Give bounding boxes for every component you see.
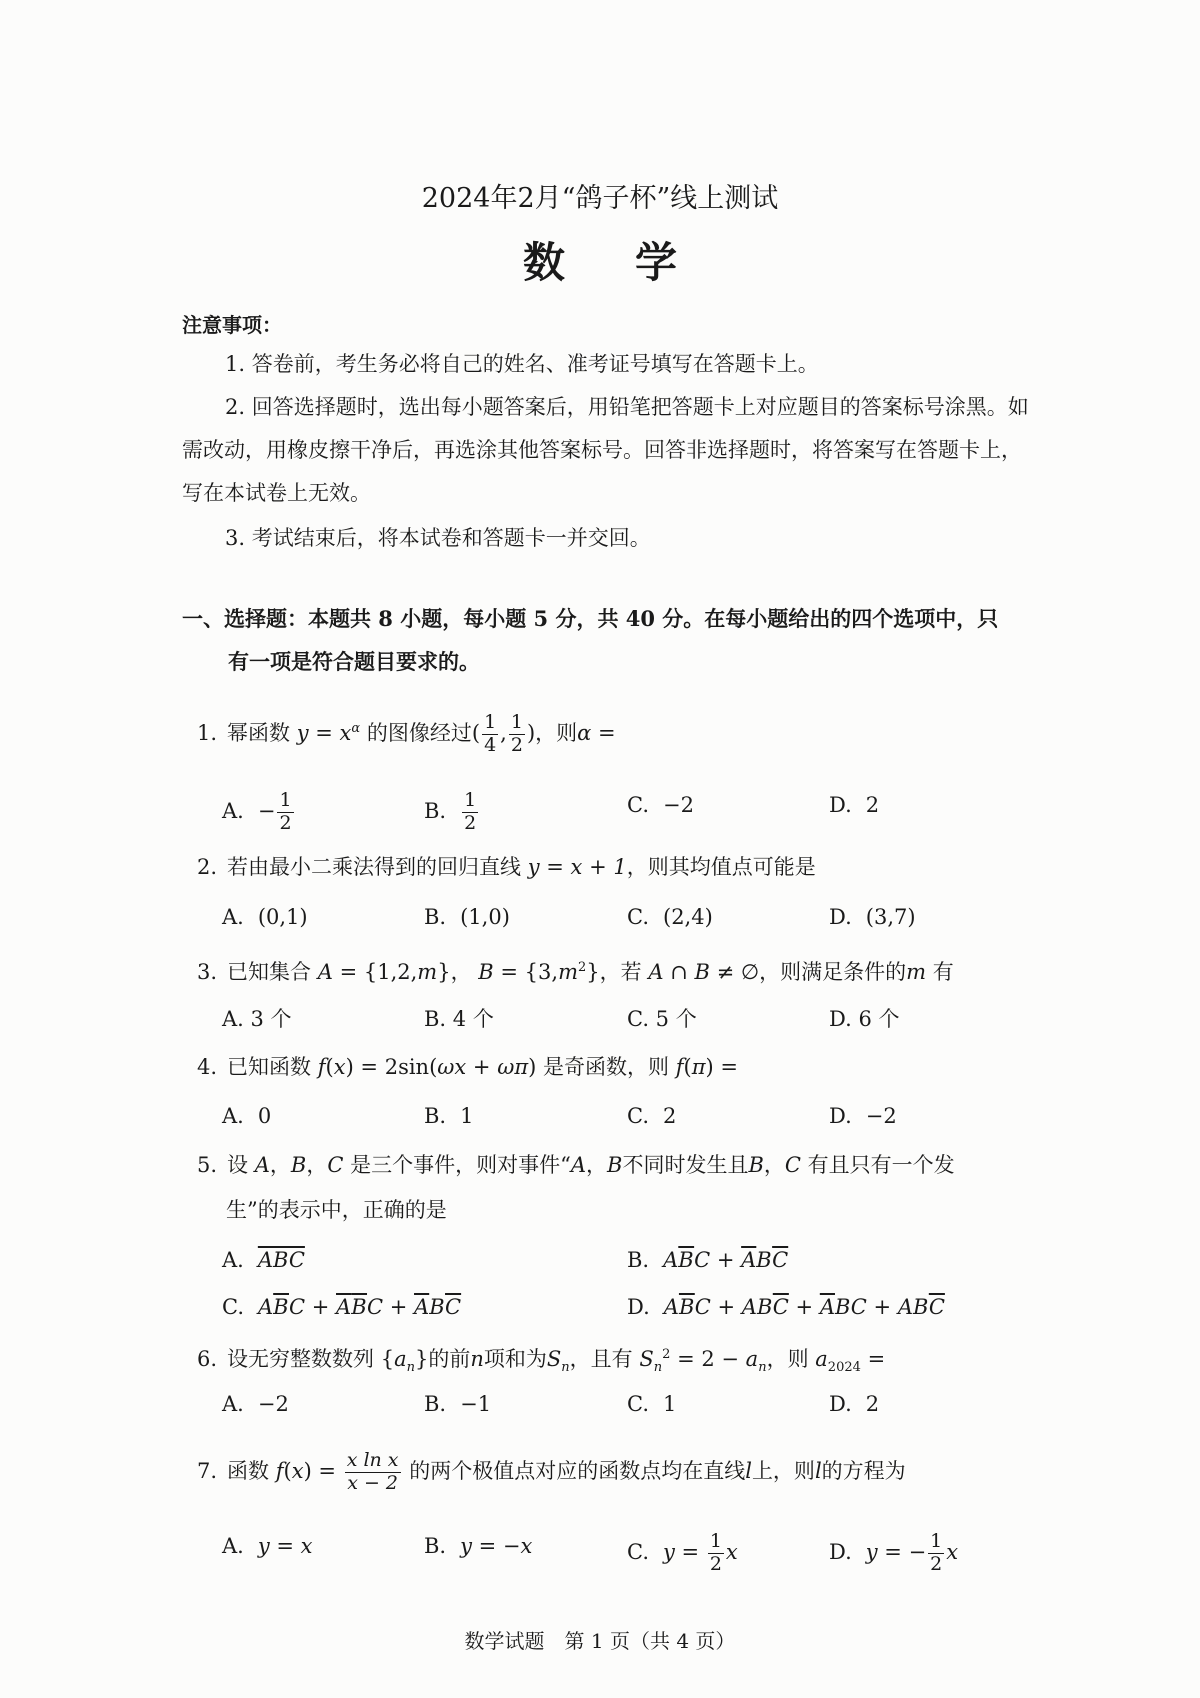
formula: $S_n^2 = 2 - a_n$ [639,1347,767,1376]
formula: f(π) = [675,1055,738,1079]
q7-option-d: D. y = − $\frac{1}{2}$ x [829,1530,959,1575]
section-1-heading-line-2: 有一项是符合题目要求的。 [228,649,480,674]
subject-title: 数学 [522,238,747,287]
formula: $B = \{3,m^2\}$ [478,960,600,984]
q1-option-d: D. 2 [829,793,880,817]
formula: $y = x^\alpha$ [296,720,361,745]
q5-option-d: D. $A\overline{B}C + AB\overline{C} + \overline{A}BC + AB\overline{C}$ [627,1295,945,1319]
q4-option-c: C. 2 [627,1104,677,1128]
q1-option-b: B. $\frac{1}{2}$ [424,789,477,834]
q1-option-c: C. −2 [627,793,694,817]
q5-option-b: B. $A\overline{B}C + \overline{A}B\overline{C}$ [627,1248,789,1272]
q2-option-a: A. (0,1) [222,905,308,929]
q7-option-b: B. y = −x [424,1534,533,1558]
question-4: 4. 已知函数 f(x) = 2sin(ωx + ωπ) 是奇函数，则 f(π) = [197,1055,738,1079]
q3-option-d: D. 6 个 [829,1007,900,1031]
point-formula: ( $\frac{1}{4}$ , $\frac{1}{2}$ ) [471,711,536,756]
exam-title: 2024年2月“鸽子杯”线上测试 [421,183,779,214]
q7-option-c: C. y = $\frac{1}{2}$ x [627,1530,738,1575]
question-5: 5. 设 A，B，C 是三个事件，则对事件“A，B不同时发生且B，C 有且只有一个发 [197,1153,955,1177]
formula: A ∩ B ≠ ∅ [648,960,760,984]
note-2: 2. 回答选择题时，选出每小题答案后，用铅笔把答题卡上对应题目的答案标号涂黑。如需改动，用橡皮擦干净后，再选涂其他答案标号。回答非选择题时，将答案写在答题卡上，写在本试卷上无效。 [182,395,1029,505]
note-3: 3. 考试结束后，将本试卷和答题卡一并交回。 [225,526,651,550]
q6-option-d: D. 2 [829,1392,880,1416]
formula: f(x) = 2sin(ωx + ωπ) [317,1055,537,1079]
q3-option-b: B. 4 个 [424,1007,494,1031]
q4-option-d: D. −2 [829,1104,897,1128]
question-5-line-2: 生”的表示中，正确的是 [226,1198,447,1222]
q2-option-c: C. (2,4) [627,905,713,929]
question-6: 6. 设无穷整数数列 $\{a_n\}$的前n项和为$S_n$，且有 $S_n^2 = 2 - a_n$，则 $a_{2024}$ = [197,1347,886,1376]
q6-option-c: C. 1 [627,1392,677,1416]
q5-option-c: C. $A\overline{B}C + \overline{A}\overline{B}C + \overline{A}B\overline{C}$ [222,1295,462,1319]
q3-option-a: A. 3 个 [222,1007,292,1031]
q6-option-b: B. −1 [424,1392,492,1416]
q5-option-a: A. $\overline{ABC}$ [222,1248,305,1272]
question-3: 3. 已知集合 A = {1,2,m}， $B = \{3,m^2\}$，若 A ∩ B ≠ ∅，则满足条件的m 有 [197,960,954,984]
question-7: 7. 函数 f(x) = $\frac{\text{x ln x}}{x - 2}$ 的两个极值点对应的函数点均在直线l上，则l的方程为 [197,1449,906,1494]
section-1-heading [182,597,1030,683]
q4-option-a: A. 0 [222,1104,272,1128]
q4-option-b: B. 1 [424,1104,474,1128]
q6-option-a: A. −2 [222,1392,289,1416]
q7-option-a: A. y = x [222,1534,313,1558]
notes-heading: 注意事项： [182,313,282,337]
page-footer: 数学试题 第 1 页（共 4 页） [464,1629,736,1653]
q2-option-b: B. (1,0) [424,905,510,929]
formula: y = x + 1 [527,855,627,879]
q3-option-c: C. 5 个 [627,1007,697,1031]
q1-option-a: A. − $\frac{1}{2}$ [222,789,292,834]
q2-option-d: D. (3,7) [829,905,916,929]
note-1: 1. 答卷前，考生务必将自己的姓名、准考证号填写在答题卡上。 [225,352,819,376]
question-2: 2. 若由最小二乘法得到的回归直线 y = x + 1，则其均值点可能是 [197,855,816,879]
section-1-heading-line-1: 一、选择题：本题共 8 小题，每小题 5 分，共 40 分。在每小题给出的四个选项中，只 [182,606,999,631]
formula: A = {1,2,m} [317,960,451,984]
question-1: 1. 幂函数 $y = x^\alpha$ 的图像经过( $\frac{1}{4}$ , $\frac{1}{2}$ )，则α = [197,711,616,756]
